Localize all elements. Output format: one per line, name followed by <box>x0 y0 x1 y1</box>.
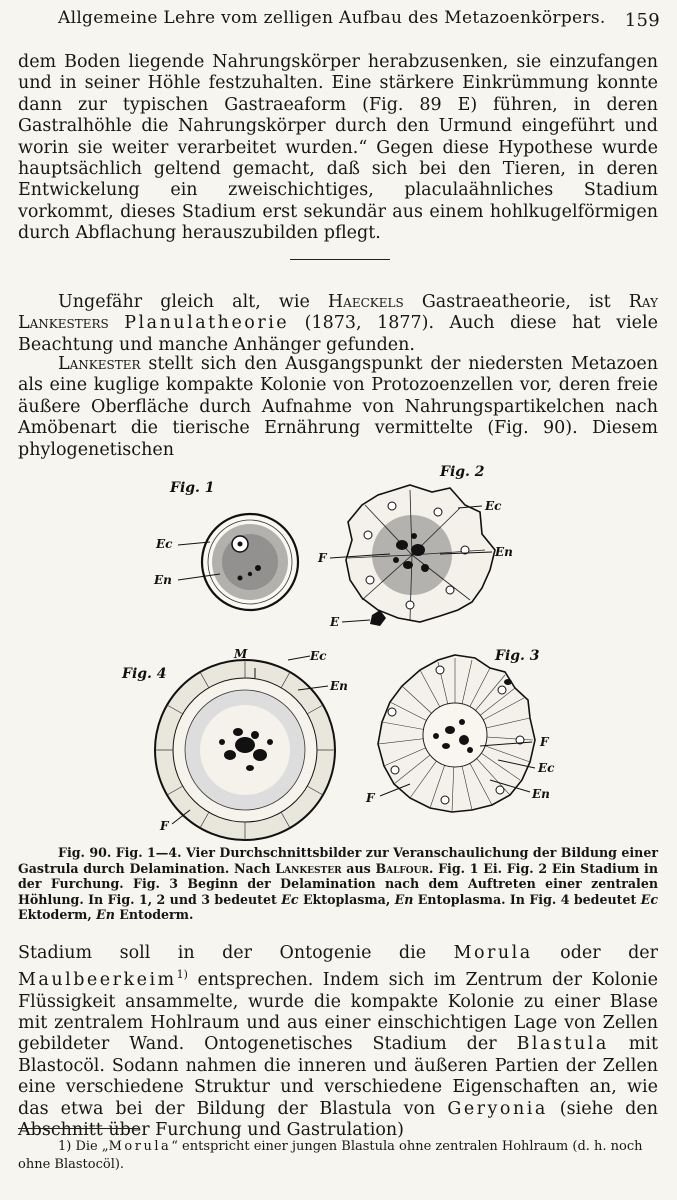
figure-90 <box>110 450 580 842</box>
fig-3-delamination <box>365 648 555 812</box>
text-run <box>109 313 125 333</box>
author-name-haeckel: Haeckels <box>327 292 404 312</box>
fig-1-label-en: En <box>154 573 172 587</box>
term-morula: Morula <box>453 943 533 963</box>
fig-4-label-en: En <box>330 679 348 693</box>
figure-illustration <box>110 450 580 842</box>
paragraph-planula <box>18 292 658 356</box>
footnote-text: “ entspricht einer jungen Blastula ohne zentralen Hohlraum (d. h. noch ohne Blastocöl). <box>18 1139 643 1172</box>
fig-4-section <box>121 647 348 840</box>
footnote-text: 1) Die „ <box>58 1139 109 1154</box>
footnote-reference[interactable]: 1) <box>176 968 188 982</box>
caption-text: . Fig. 1 Ei. Fig. 2 Ein Stadium in der Furchung. Fig. 3 Beginn der Delamination nach dem Auftreten einer zentralen Höhlung. In Fig. 1, 2 und 3 bedeutet <box>18 860 658 907</box>
fig-1-title: Fig. 1 <box>170 480 215 496</box>
text-run: Ungefähr gleich alt, wie <box>58 292 328 312</box>
caption-author-lankester: Lankester <box>275 860 342 876</box>
footnote <box>18 1138 658 1174</box>
fig-2-label-ec: Ec <box>485 499 502 513</box>
fig-4-label-f: F <box>160 819 169 833</box>
caption-term-ec: Ec <box>640 891 659 907</box>
header-title: Allgemeine Lehre vom zelligen Aufbau des Metazoenkörpers. <box>58 8 606 28</box>
caption-author-balfour: Balfour <box>375 860 429 876</box>
text-run: Stadium soll in der Ontogenie die <box>18 943 454 963</box>
caption-text: Ektoplasma, <box>298 891 395 907</box>
fig-3-label-ec: Ec <box>538 761 555 775</box>
fig-2-label-e: E <box>330 615 340 629</box>
caption-text: Ektoderm, <box>18 907 97 923</box>
fig-1-label-ec: Ec <box>156 537 173 551</box>
page-number: 159 <box>624 10 660 31</box>
paragraph-continuation: dem Boden liegende Nahrungskörper herabzusenken, sie einzufangen und in seiner Höhle festzuhalten. Eine stärkere Einkrümmung konnte dann zur typischen Gastraeaform (Fig. 89 E) führen, in deren Gastralhöhle die Nahrungskörper durch den Urmund eingeführt und worin sie weiter verarbeitet wurden.“ Gegen diese Hypothese wurde hauptsächlich geltend gemacht, daß sich bei den Tieren, in deren Entwickelung ein zweischichtiges, placulaähnliches Stadium vorkommt, dieses Stadium erst sekundär aus einem hohlkugelförmigen durch Abflachung herauszubilden pflegt. <box>18 52 658 244</box>
text-run: stellt sich den Ausgangspunkt der niedersten Metazoen als eine kuglige kompakte Kolonie von Protozoenzellen vor, deren freie äußere Oberfläche durch Aufnahme von Nahrungspartikelchen nach Amöbenart die tierische Ernährung vermittelte (Fig. 90). Diesem phylogenetischen <box>18 354 658 460</box>
footnote-rule <box>18 1128 138 1129</box>
fig-3-title: Fig. 3 <box>495 648 540 664</box>
caption-term-en: En <box>96 907 115 923</box>
fig-2-cleavage <box>317 464 513 629</box>
footnote-term-morula: Morula <box>108 1139 172 1154</box>
author-name-lankester: Ray Lankesters <box>18 292 659 334</box>
paragraph-morula <box>18 943 658 1141</box>
fig-3-label-en: En <box>532 787 550 801</box>
fig-2-title: Fig. 2 <box>440 464 485 480</box>
caption-text: Entoderm. <box>114 907 194 923</box>
term-blastula: Blastula <box>516 1034 609 1055</box>
fig-2-label-f: F <box>318 551 327 565</box>
section-separator <box>290 259 390 260</box>
term-planulatheorie: Planulatheorie <box>124 313 290 334</box>
text-run: (siehe den Abschnitt über Furchung und Gastrulation) <box>18 1098 659 1141</box>
caption-term-ec: Ec <box>281 891 299 907</box>
text-run: entsprechen. Indem sich im Zentrum der Kolonie Flüssigkeit ansammelte, wurde die kompakte Kolonie zu einer Blase mit zentralem Hohlraum und aus einer einschichtigen Lage von Zellen gebildeter Wand. Ontogenetisches Stadium der <box>18 970 658 1055</box>
figure-caption <box>18 845 658 923</box>
fig-4-label-m: M <box>234 647 248 661</box>
running-header <box>58 4 660 34</box>
caption-text: Entoplasma. In Fig. 4 bedeutet <box>413 891 641 907</box>
fig-4-label-ec: Ec <box>310 649 327 663</box>
fig-3-label-f-right: F <box>540 735 549 749</box>
fig-2-label-en: En <box>495 545 513 559</box>
term-maulbeerkeim: Maulbeerkeim <box>18 970 177 991</box>
paragraph-lankester <box>18 354 658 461</box>
fig-4-title: Fig. 4 <box>122 666 167 682</box>
caption-text: aus <box>341 860 376 876</box>
caption-term-en: En <box>394 891 414 907</box>
text-run: oder der <box>532 943 659 963</box>
author-name-lankester: Lankester <box>58 354 141 374</box>
term-geryonia: Geryonia <box>447 1098 548 1119</box>
caption-text: Fig. 90. Fig. 1—4. Vier Durchschnittsbilder zur Veranschaulichung der Bildung einer Gastrula durch Delamination. Nach <box>18 845 658 876</box>
text-run: (1873, 1877). Auch diese hat viele Beachtung und manche Anhänger gefunden. <box>18 313 658 355</box>
fig-1-egg <box>153 480 298 610</box>
fig-3-label-f-left: F <box>366 791 375 805</box>
text-run: Gastraeatheorie, ist <box>403 292 629 312</box>
text-run: mit Blastocöl. Sodann nahmen die inneren und äußeren Partien der Zellen eine verschiedene Struktur und verschiedene Eigenschaften an, wie das etwa bei der Bildung der Blastula von <box>18 1034 658 1119</box>
